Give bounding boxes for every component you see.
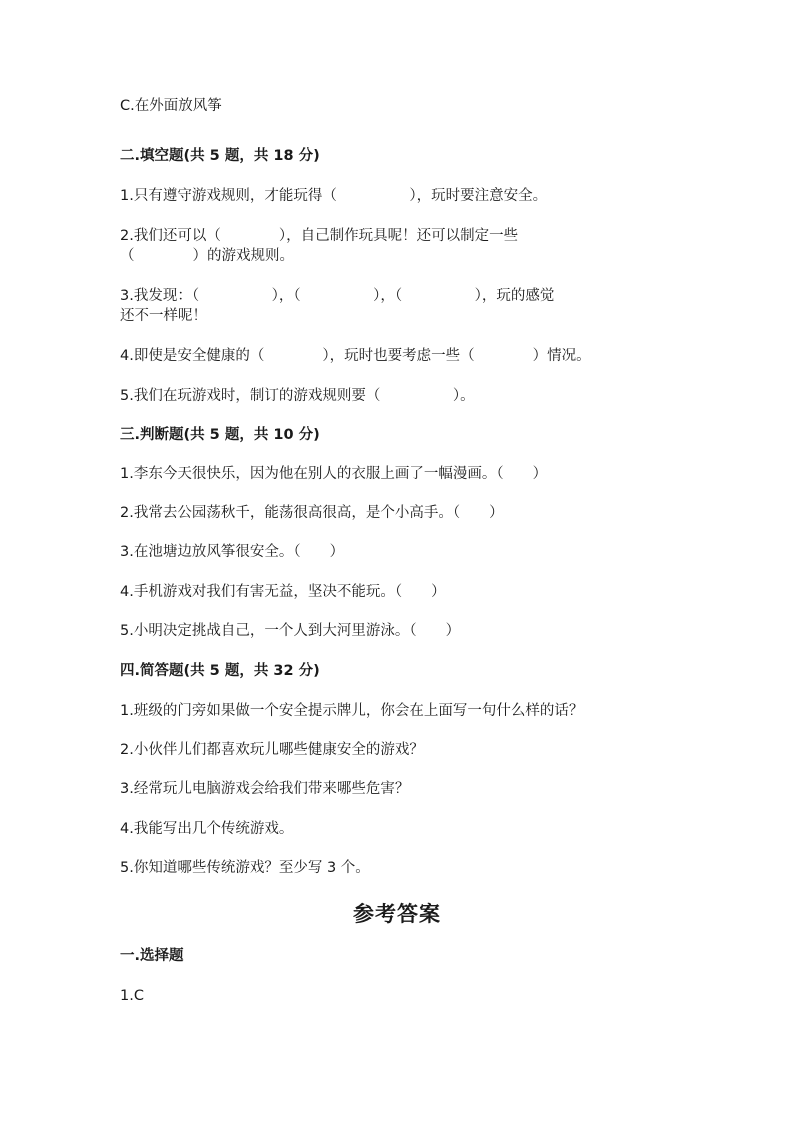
judge-question-3: 3.在池塘边放风筝很安全。（ ）: [120, 544, 345, 560]
judge-question-4: 4.手机游戏对我们有害无益，坚决不能玩。（ ）: [120, 584, 446, 600]
answer-key-title: 参考答案: [353, 901, 441, 926]
short-question-1: 1.班级的门旁如果做一个安全提示牌儿，你会在上面写一句什么样的话？: [120, 703, 584, 719]
section4-heading: 四.简答题(共 5 题，共 32 分): [120, 663, 320, 679]
section2-heading: 二.填空题(共 5 题，共 18 分): [120, 148, 320, 164]
section3-heading: 三.判断题(共 5 题，共 10 分): [120, 427, 320, 443]
c-option: C.在外面放风筝: [120, 98, 222, 114]
judge-question-2: 2.我常去公园荡秋千，能荡很高很高，是个小高手。（ ）: [120, 505, 504, 521]
fill-question-4: 4.即使是安全健康的（ ），玩时也要考虑一些（ ）情况。: [120, 348, 591, 364]
short-question-3: 3.经常玩儿电脑游戏会给我们带来哪些危害？: [120, 781, 410, 797]
short-question-5: 5.你知道哪些传统游戏？至少写 3 个。: [120, 860, 370, 876]
fill-question-3-line2: 还不一样呢！: [120, 308, 207, 324]
answer-1: 1.C: [120, 988, 144, 1004]
fill-question-5: 5.我们在玩游戏时，制订的游戏规则要（ ）。: [120, 388, 475, 404]
fill-question-2-line1: 2.我们还可以（ ），自己制作玩具呢！还可以制定一些: [120, 228, 519, 244]
judge-question-1: 1.李东今天很快乐，因为他在别人的衣服上画了一幅漫画。（ ）: [120, 466, 548, 482]
answer-section1-heading: 一.选择题: [120, 948, 184, 964]
short-question-2: 2.小伙伴儿们都喜欢玩儿哪些健康安全的游戏？: [120, 742, 424, 758]
fill-question-2-line2: （ ）的游戏规则。: [120, 248, 294, 264]
short-question-4: 4.我能写出几个传统游戏。: [120, 821, 294, 837]
fill-question-3-line1: 3.我发现：（ ），（ ），（ ），玩的感觉: [120, 288, 555, 304]
judge-question-5: 5.小明决定挑战自己，一个人到大河里游泳。（ ）: [120, 623, 461, 639]
fill-question-1: 1.只有遵守游戏规则，才能玩得（ ），玩时要注意安全。: [120, 188, 548, 204]
